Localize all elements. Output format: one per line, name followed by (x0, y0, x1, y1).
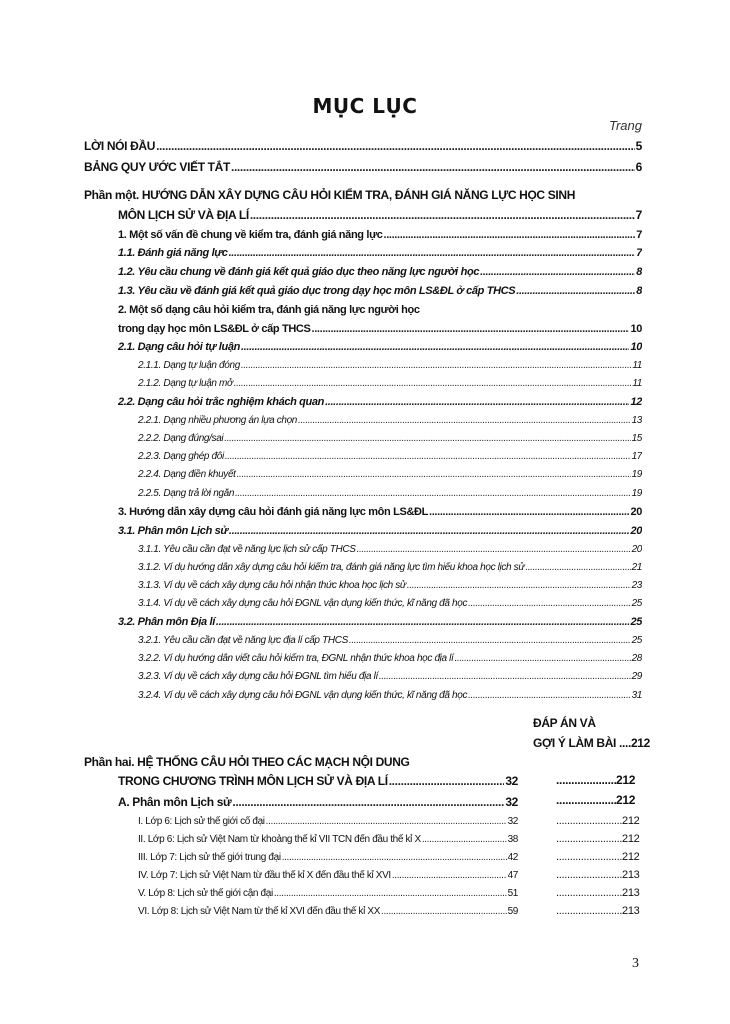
entry-title: I. Lớp 6: Lịch sử thế giới cổ đại (138, 816, 265, 827)
toc-title: MỤC LỤC (312, 94, 418, 118)
toc-entry (138, 469, 642, 480)
leader-dots (231, 160, 635, 174)
entry-title: 1. Một số vấn đề chung về kiểm tra, đánh giá năng lực (118, 229, 383, 241)
answer-page-entry (556, 887, 639, 899)
toc-entry (138, 378, 642, 389)
leader-dots (381, 906, 507, 917)
toc-entry (138, 906, 518, 917)
answer-page: 212 (616, 773, 636, 787)
toc-entry (84, 139, 642, 153)
entry-page: 11 (632, 378, 642, 389)
entry-page: 15 (631, 433, 642, 444)
toc-entry (84, 160, 642, 174)
entry-title: BẢNG QUY ƯỚC VIẾT TẮT (84, 160, 230, 174)
toc-entry (118, 229, 642, 241)
entry-title: 3.1.1. Yêu cầu cần đạt về năng lực lịch sử cấp THCS (138, 544, 356, 555)
entry-page: 5 (635, 139, 642, 153)
answer-page-entry (556, 905, 639, 917)
leader-dots (389, 774, 505, 788)
leader-dots (156, 139, 635, 153)
answers-header-label: GỢI Ý LÀM BÀI (533, 736, 617, 750)
leader-dots (266, 816, 507, 827)
entry-page: 19 (631, 488, 642, 499)
entry-title: III. Lớp 7: Lịch sử thế giới trung đại (138, 852, 281, 863)
entry-page: 32 (505, 774, 518, 788)
entry-title: 1.1. Đánh giá năng lực (118, 247, 228, 259)
entry-title: 3.2.3. Ví dụ về cách xây dựng câu hỏi ĐGNL tìm hiểu địa lí (138, 671, 378, 682)
leader-dots (516, 285, 635, 297)
leader-dots (556, 793, 616, 807)
entry-page: 12 (630, 396, 642, 408)
leader-dots (312, 323, 630, 335)
leader-dots (357, 544, 631, 555)
answers-header-line2: GỢI Ý LÀM BÀI ....212 (533, 736, 650, 750)
entry-page: 20 (630, 525, 642, 537)
answer-page: 212 (622, 851, 640, 863)
toc-entry (118, 247, 642, 259)
entry-page: 21 (631, 562, 642, 573)
leader-dots (225, 451, 631, 462)
entry-title: 3.2.4. Ví dụ về cách xây dựng câu hỏi ĐGNL vận dụng kiến thức, kĩ năng đã học (138, 690, 468, 701)
leader-dots (556, 833, 622, 845)
leader-dots (454, 653, 630, 664)
toc-entry (138, 562, 642, 573)
leader-dots (274, 888, 507, 899)
answer-page-entry (556, 833, 639, 845)
entry-title: MÔN LỊCH SỬ VÀ ĐỊA LÍ (118, 208, 249, 222)
entry-title: II. Lớp 6: Lịch sử Việt Nam từ khoảng thế kỉ VII TCN đến đầu thế kỉ X (138, 834, 421, 845)
answer-page: 213 (622, 887, 640, 899)
leader-dots (216, 616, 630, 628)
toc-entry (138, 580, 642, 591)
leader-dots (468, 690, 630, 701)
entry-title: 2.1.2. Dạng tự luận mở (138, 378, 233, 389)
toc-entry (138, 451, 642, 462)
answer-page: 212 (616, 793, 636, 807)
entry-page: 7 (635, 208, 642, 222)
answers-header-line1: ĐÁP ÁN VÀ (533, 716, 596, 730)
leader-dots (282, 852, 507, 863)
leader-dots (234, 378, 632, 389)
leader-dots (241, 360, 631, 371)
entry-page: 17 (631, 451, 642, 462)
leader-dots (556, 815, 622, 827)
toc-entry (118, 525, 642, 537)
leader-dots (525, 562, 630, 573)
leader-dots (298, 415, 631, 426)
toc-entry (118, 323, 642, 335)
leader-dots (237, 469, 631, 480)
entry-title: 3.2.1. Yêu cầu cần đạt về năng lực địa lí cấp THCS (138, 635, 348, 646)
toc-entry (138, 888, 518, 899)
entry-title: 2.1. Dạng câu hỏi tự luận (118, 341, 240, 353)
entry-page: 32 (507, 816, 518, 827)
entry-page: 10 (630, 323, 642, 335)
entry-page: 8 (636, 266, 642, 278)
entry-title: 3.1.3. Ví dụ về cách xây dựng câu hỏi nhận thức khoa học lịch sử (138, 580, 406, 591)
leader-dots (229, 247, 636, 259)
toc-entry (138, 690, 642, 701)
entry-page: 47 (507, 870, 518, 881)
leader-dots (556, 773, 616, 787)
toc-entry (138, 415, 642, 426)
leader-dots (229, 525, 630, 537)
answer-page-entry (556, 869, 639, 881)
toc-entry (118, 616, 642, 628)
entry-page: 6 (635, 160, 642, 174)
leader-dots (468, 598, 630, 609)
entry-page: 10 (630, 341, 642, 353)
toc-entry (138, 635, 642, 646)
entry-title: 3.1.2. Ví dụ hướng dẫn xây dựng câu hỏi kiểm tra, đánh giá năng lực tìm hiểu khoa học lịch sử (138, 562, 525, 573)
entry-page: 7 (636, 229, 642, 241)
entry-title: 3. Hướng dẫn xây dựng câu hỏi đánh giá năng lực môn LS&ĐL (118, 506, 429, 518)
toc-entry (138, 653, 642, 664)
leader-dots (422, 834, 507, 845)
toc-entry (138, 360, 642, 371)
entry-title: 2.2.3. Dạng ghép đôi (138, 451, 224, 462)
entry-title: TRONG CHƯƠNG TRÌNH MÔN LỊCH SỬ VÀ ĐỊA LÍ (118, 774, 388, 788)
leader-dots (325, 396, 629, 408)
entry-title: 2.2.2. Dạng đúng/sai (138, 433, 224, 444)
toc-entry (138, 433, 642, 444)
entry-page: 38 (507, 834, 518, 845)
entry-title: 1.3. Yêu cầu về đánh giá kết quả giáo dục trong dạy học môn LS&ĐL ở cấp THCS (118, 285, 516, 297)
entry-title: 3.2. Phân môn Địa lí (118, 616, 215, 628)
entry-title: 2.2.4. Dạng điền khuyết (138, 469, 236, 480)
leader-dots (429, 506, 629, 518)
leader-dots (241, 341, 629, 353)
leader-dots (379, 671, 631, 682)
toc-entry (138, 852, 518, 863)
entry-title: 2.2. Dạng câu hỏi trắc nghiệm khách quan (118, 396, 325, 408)
entry-title: V. Lớp 8: Lịch sử thế giới cận đại (138, 888, 273, 899)
toc-entry: 2. Một số dạng câu hỏi kiểm tra, đánh giá năng lực người học (118, 304, 420, 316)
entry-title: 2.2.1. Dạng nhiều phương án lựa chọn (138, 415, 298, 426)
entry-page: 32 (505, 795, 518, 809)
answer-page-entry (556, 815, 639, 827)
entry-page: 11 (632, 360, 642, 371)
entry-page: 42 (507, 852, 518, 863)
entry-page: 23 (631, 580, 642, 591)
entry-title: 3.1.4. Ví dụ về cách xây dựng câu hỏi ĐGNL vận dụng kiến thức, kĩ năng đã học (138, 598, 468, 609)
entry-page: 19 (631, 469, 642, 480)
leader-dots (349, 635, 631, 646)
entry-page: 8 (636, 285, 642, 297)
toc-entry (138, 671, 642, 682)
entry-title: A. Phân môn Lịch sử (118, 795, 232, 809)
entry-page: 25 (630, 616, 642, 628)
toc-entry (138, 834, 518, 845)
page-number: 3 (632, 956, 639, 971)
leader-dots (232, 795, 504, 809)
part-two-heading-line2 (118, 774, 518, 788)
leader-dots (556, 887, 622, 899)
toc-entry (118, 506, 642, 518)
entry-title: 1.2. Yêu cầu chung về đánh giá kết quả giáo dục theo năng lực người học (118, 266, 480, 278)
toc-entry (118, 396, 642, 408)
entry-title: 2.2.5. Dạng trả lời ngắn (138, 488, 235, 499)
part-two-heading: Phần hai. HỆ THỐNG CÂU HỎI THEO CÁC MẠCH NỘI DUNG (84, 755, 410, 769)
leader-dots (250, 208, 635, 222)
page-column-label: Trang (609, 118, 642, 133)
entry-title: 3.2.2. Ví dụ hướng dẫn viết câu hỏi kiểm tra, ĐGNL nhận thức khoa học địa lí (138, 653, 454, 664)
part-one-heading: Phần một. HƯỚNG DẪN XÂY DỰNG CÂU HỎI KIỂM TRA, ĐÁNH GIÁ NĂNG LỰC HỌC SINH (84, 188, 576, 202)
entry-title: 2.1.1. Dạng tự luận đóng (138, 360, 240, 371)
entry-title: LỜI NÓI ĐẦU (84, 139, 156, 153)
entry-title: IV. Lớp 7: Lịch sử Việt Nam từ đầu thế kỉ X đến đầu thế kỉ XVI (138, 870, 391, 881)
entry-title: VI. Lớp 8: Lịch sử Việt Nam từ thế kỉ XVI đến đầu thế kỉ XX (138, 906, 381, 917)
leader-dots (556, 869, 622, 881)
leader-dots (407, 580, 631, 591)
toc-entry (138, 816, 518, 827)
toc-entry (138, 598, 642, 609)
leader-dots (556, 905, 622, 917)
entry-page: 7 (636, 247, 642, 259)
leader-dots (235, 488, 631, 499)
leader-dots (224, 433, 630, 444)
leader-dots (480, 266, 635, 278)
leader-dots (383, 229, 635, 241)
entry-page: 20 (630, 506, 642, 518)
toc-entry (138, 544, 642, 555)
part-one-heading-line2 (118, 208, 642, 222)
entry-page: 13 (631, 415, 642, 426)
answers-header-page: 212 (630, 736, 650, 750)
toc-entry (118, 795, 518, 809)
entry-page: 25 (631, 598, 642, 609)
entry-page: 31 (631, 690, 642, 701)
toc-entry (138, 488, 642, 499)
entry-page: 59 (507, 906, 518, 917)
entry-page: 51 (507, 888, 518, 899)
answer-page-entry (556, 793, 635, 807)
answer-page-entry (556, 773, 635, 787)
entry-page: 28 (631, 653, 642, 664)
leader-dots (392, 870, 507, 881)
answer-page-entry (556, 851, 639, 863)
toc-entry (118, 341, 642, 353)
entry-page: 29 (631, 671, 642, 682)
answer-page: 213 (622, 905, 640, 917)
entry-page: 20 (631, 544, 642, 555)
leader-dots (556, 851, 622, 863)
entry-page: 25 (631, 635, 642, 646)
toc-entry (138, 870, 518, 881)
toc-entry (118, 285, 642, 297)
answer-page: 212 (622, 833, 640, 845)
answer-page: 212 (622, 815, 640, 827)
answer-page: 213 (622, 869, 640, 881)
entry-title: 3.1. Phân môn Lịch sử (118, 525, 228, 537)
entry-title: trong dạy học môn LS&ĐL ở cấp THCS (118, 323, 311, 335)
toc-entry (118, 266, 642, 278)
